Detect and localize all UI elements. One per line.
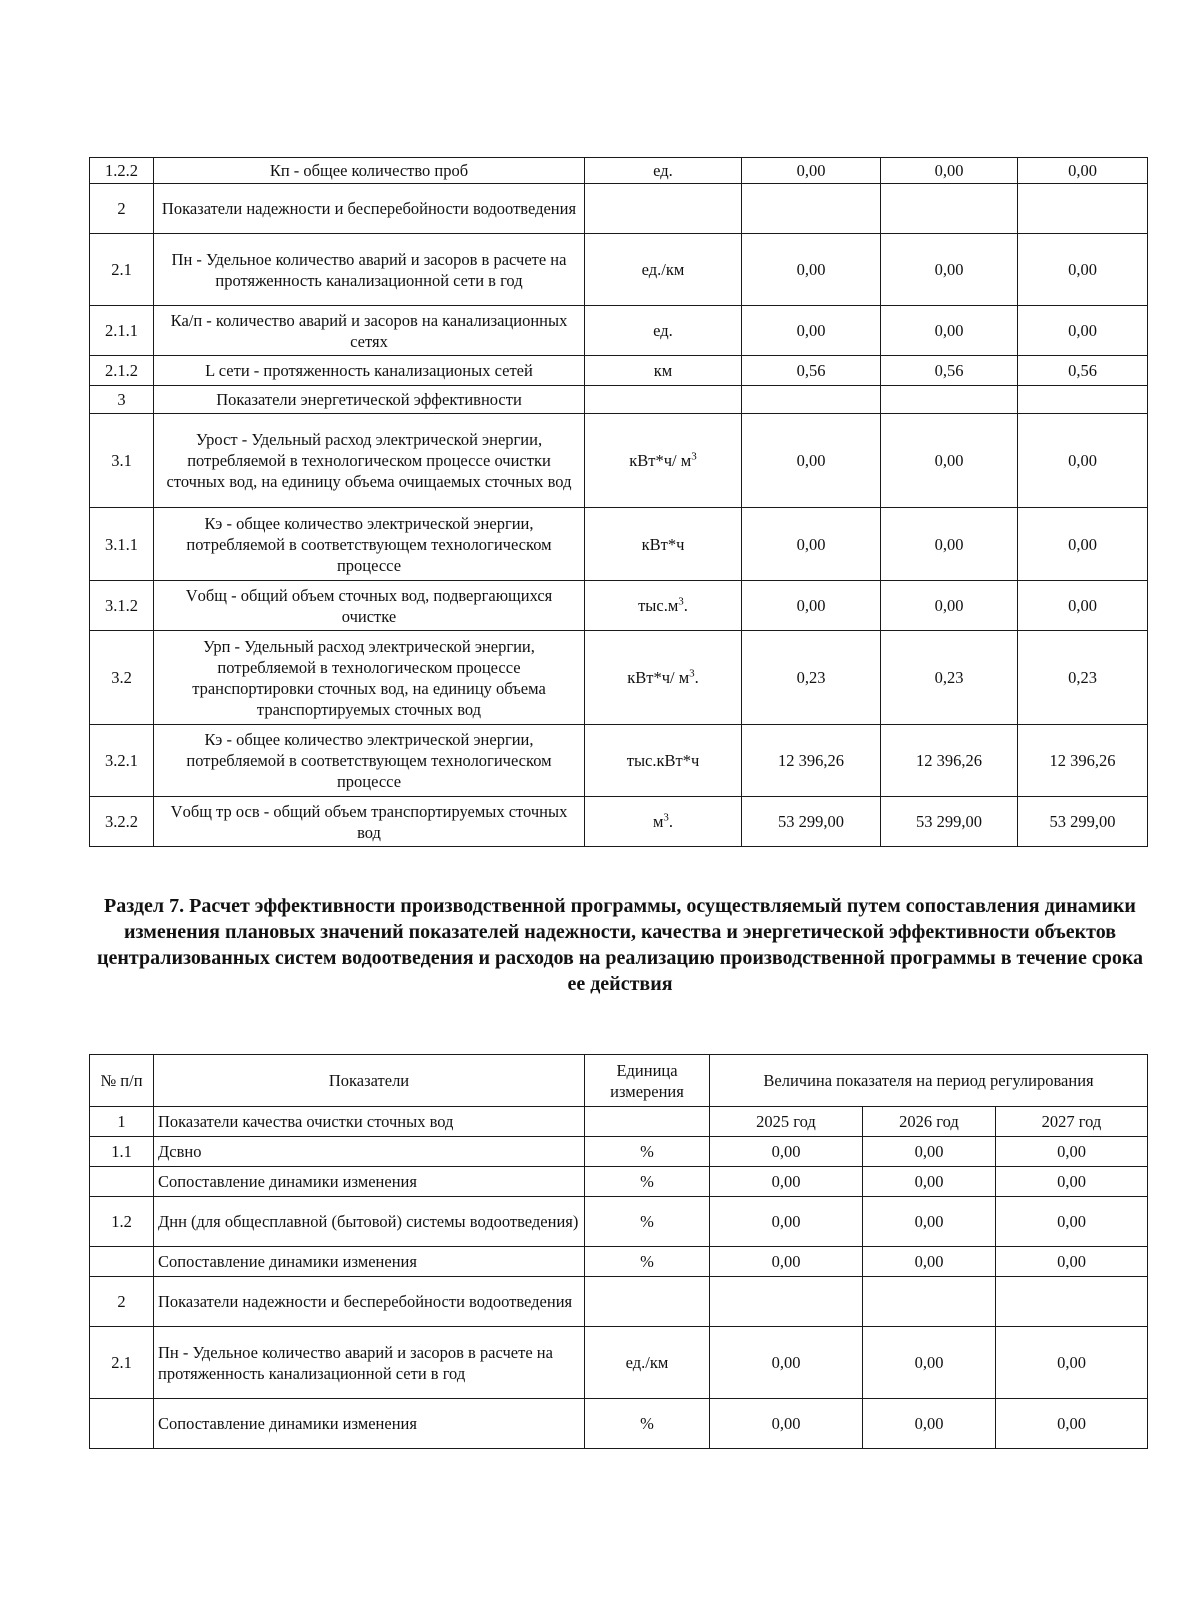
indicator-name: Показатели надежности и бесперебойности водоотведения (154, 1277, 585, 1327)
value-2026: 12 396,26 (881, 725, 1018, 797)
unit: кВт*ч (585, 508, 742, 581)
indicator-name: Кэ - общее количество электрической энергии, потребляемой в соответствующем технологическом процессе (154, 508, 585, 581)
unit: % (585, 1197, 710, 1247)
value-2025: 0,00 (742, 306, 881, 356)
value-2027 (1018, 184, 1148, 234)
table-row (90, 725, 1148, 797)
table-row (90, 1107, 1148, 1137)
value-2027: 0,56 (1018, 356, 1148, 386)
row-number: 1 (90, 1107, 154, 1137)
row-number: 3.2.1 (90, 725, 154, 797)
value-2026: 0,00 (863, 1167, 996, 1197)
table2-body (90, 1107, 1148, 1449)
indicator-name: Ка/п - количество аварий и засоров на канализационных сетях (154, 306, 585, 356)
unit: км (585, 356, 742, 386)
header-indicators: Показатели (154, 1055, 585, 1107)
year-2027: 2027 год (996, 1107, 1148, 1137)
row-number: 3.1.2 (90, 581, 154, 631)
value-2026: 0,00 (863, 1399, 996, 1449)
unit: ед./км (585, 1327, 710, 1399)
value-2026: 0,00 (881, 306, 1018, 356)
table-row (90, 1197, 1148, 1247)
row-number: 2.1.1 (90, 306, 154, 356)
unit: ед. (585, 306, 742, 356)
row-number: 2.1 (90, 234, 154, 306)
year-2026: 2026 год (863, 1107, 996, 1137)
row-number: 1.1 (90, 1137, 154, 1167)
unit: % (585, 1247, 710, 1277)
indicator-name: Урост - Удельный расход электрической энергии, потребляемой в технологическом процессе очистки сточных вод, на единицу объема очищаемых сточных вод (154, 414, 585, 508)
unit: ед./км (585, 234, 742, 306)
table-row (90, 356, 1148, 386)
value-2027: 53 299,00 (1018, 797, 1148, 847)
table-row (90, 386, 1148, 414)
unit-text: м (652, 812, 664, 831)
row-number: 3 (90, 386, 154, 414)
year-2025: 2025 год (710, 1107, 863, 1137)
table-row (90, 414, 1148, 508)
value-2025: 53 299,00 (742, 797, 881, 847)
unit (585, 1107, 710, 1137)
indicator-name: Vобщ тр осв - общий объем транспортируемых сточных вод (154, 797, 585, 847)
value-2027: 0,00 (996, 1137, 1148, 1167)
value-2027: 12 396,26 (1018, 725, 1148, 797)
value-2027: 0,00 (1018, 414, 1148, 508)
header-row (90, 1055, 1148, 1107)
row-number (90, 1247, 154, 1277)
indicator-name: Показатели надежности и бесперебойности водоотведения (154, 184, 585, 234)
indicator-name: Пн - Удельное количество аварий и засоров в расчете на протяженность канализационной сети в год (154, 1327, 585, 1399)
value-2025: 0,00 (742, 508, 881, 581)
value-2025: 12 396,26 (742, 725, 881, 797)
table-row (90, 1399, 1148, 1449)
value-2025: 0,00 (710, 1399, 863, 1449)
header-unit: Единица измерения (585, 1055, 710, 1107)
table-row (90, 1277, 1148, 1327)
indicator-name: Vобщ - общий объем сточных вод, подвергающихся очистке (154, 581, 585, 631)
row-number: 3.1 (90, 414, 154, 508)
unit: % (585, 1137, 710, 1167)
section-title: Раздел 7. Расчет эффективности производственной программы, осуществляемый путем сопоставления динамики изменения плановых значений показателей надежности, качества и энергетической эффективности объектов централизованных систем водоотведения и расходов на реализацию производственной программы в течение срока ее действия (96, 895, 1144, 995)
value-2026: 0,56 (881, 356, 1018, 386)
table-row (90, 184, 1148, 234)
indicator-name: Сопоставление динамики изменения (154, 1247, 585, 1277)
value-2026: 0,00 (881, 234, 1018, 306)
unit-superscript: 3 (691, 450, 697, 463)
table2-header (90, 1055, 1148, 1107)
header-period: Величина показателя на период регулирования (710, 1055, 1148, 1107)
table-row (90, 797, 1148, 847)
table-row (90, 1327, 1148, 1399)
value-2025: 0,00 (742, 234, 881, 306)
unit-superscript: 3 (678, 595, 684, 608)
indicator-name: Показатели качества очистки сточных вод (154, 1107, 585, 1137)
value-2025: 0,00 (742, 158, 881, 184)
row-number: 2.1 (90, 1327, 154, 1399)
value-2026: 0,23 (881, 631, 1018, 725)
value-2027: 0,00 (996, 1399, 1148, 1449)
indicator-name: Пн - Удельное количество аварий и засоров в расчете на протяженность канализационной сети в год (154, 234, 585, 306)
value-2026: 0,00 (863, 1197, 996, 1247)
row-number (90, 1167, 154, 1197)
unit (585, 414, 742, 508)
value-2027: 0,00 (1018, 306, 1148, 356)
value-2025: 0,00 (710, 1167, 863, 1197)
row-number: 3.2.2 (90, 797, 154, 847)
unit-text: тыс.м (638, 596, 679, 615)
value-2026 (863, 1277, 996, 1327)
value-2025: 0,23 (742, 631, 881, 725)
unit (585, 184, 742, 234)
value-2027: 0,00 (1018, 581, 1148, 631)
table-row (90, 581, 1148, 631)
unit (585, 631, 742, 725)
unit: % (585, 1399, 710, 1449)
row-number: 1.2 (90, 1197, 154, 1247)
unit-tail: . (694, 668, 699, 687)
indicator-name: Урп - Удельный расход электрической энергии, потребляемой в технологическом процессе транспортировки сточных вод, на единицу объема транспортируемых сточных вод (154, 631, 585, 725)
indicator-name: L сети - протяженность канализационых сетей (154, 356, 585, 386)
value-2026: 0,00 (881, 158, 1018, 184)
row-number: 2.1.2 (90, 356, 154, 386)
table-row (90, 234, 1148, 306)
value-2026: 53 299,00 (881, 797, 1018, 847)
value-2027 (996, 1277, 1148, 1327)
indicator-name: Показатели энергетической эффективности (154, 386, 585, 414)
value-2025 (742, 386, 881, 414)
value-2025: 0,00 (710, 1197, 863, 1247)
row-number: 2 (90, 1277, 154, 1327)
value-2025 (742, 184, 881, 234)
row-number: 3.2 (90, 631, 154, 725)
row-number (90, 1399, 154, 1449)
table-row (90, 508, 1148, 581)
value-2027: 0,00 (996, 1247, 1148, 1277)
value-2026 (881, 184, 1018, 234)
indicator-name: Дсвно (154, 1137, 585, 1167)
indicator-name: Сопоставление динамики изменения (154, 1399, 585, 1449)
value-2027: 0,23 (1018, 631, 1148, 725)
table-row (90, 1167, 1148, 1197)
value-2026: 0,00 (863, 1247, 996, 1277)
value-2026: 0,00 (863, 1137, 996, 1167)
unit: тыс.кВт*ч (585, 725, 742, 797)
table-row (90, 631, 1148, 725)
value-2027: 0,00 (1018, 158, 1148, 184)
value-2025: 0,00 (742, 581, 881, 631)
value-2027: 0,00 (996, 1197, 1148, 1247)
table-row (90, 306, 1148, 356)
table1-body (90, 158, 1148, 847)
value-2027: 0,00 (1018, 508, 1148, 581)
value-2027: 0,00 (1018, 234, 1148, 306)
value-2026: 0,00 (863, 1327, 996, 1399)
table-row (90, 1137, 1148, 1167)
value-2025: 0,00 (710, 1247, 863, 1277)
row-number: 1.2.2 (90, 158, 154, 184)
unit (585, 581, 742, 631)
header-number: № п/п (90, 1055, 154, 1107)
indicator-name: Сопоставление динамики изменения (154, 1167, 585, 1197)
unit-text: кВт*ч/ м (627, 668, 690, 687)
unit-superscript: 3 (689, 667, 695, 680)
value-2025 (710, 1277, 863, 1327)
unit: ед. (585, 158, 742, 184)
value-2026 (881, 386, 1018, 414)
efficiency-calculation-table (89, 1054, 1148, 1449)
value-2025: 0,00 (742, 414, 881, 508)
indicator-name: Кэ - общее количество электрической энергии, потребляемой в соответствующем технологическом процессе (154, 725, 585, 797)
value-2025: 0,00 (710, 1327, 863, 1399)
value-2025: 0,00 (710, 1137, 863, 1167)
indicators-table-continued (89, 157, 1148, 847)
indicator-name: Днн (для общесплавной (бытовой) системы водоотведения) (154, 1197, 585, 1247)
unit (585, 797, 742, 847)
unit-tail: . (683, 596, 688, 615)
table-row (90, 158, 1148, 184)
value-2027 (1018, 386, 1148, 414)
unit-superscript: 3 (663, 811, 669, 824)
unit (585, 386, 742, 414)
unit-text: кВт*ч/ м (629, 451, 692, 470)
table-row (90, 1247, 1148, 1277)
row-number: 2 (90, 184, 154, 234)
unit-tail: . (668, 812, 674, 831)
value-2026: 0,00 (881, 414, 1018, 508)
value-2027: 0,00 (996, 1327, 1148, 1399)
row-number: 3.1.1 (90, 508, 154, 581)
unit: % (585, 1167, 710, 1197)
value-2026: 0,00 (881, 508, 1018, 581)
value-2027: 0,00 (996, 1167, 1148, 1197)
value-2025: 0,56 (742, 356, 881, 386)
indicator-name: Кп - общее количество проб (154, 158, 585, 184)
unit (585, 1277, 710, 1327)
value-2026: 0,00 (881, 581, 1018, 631)
